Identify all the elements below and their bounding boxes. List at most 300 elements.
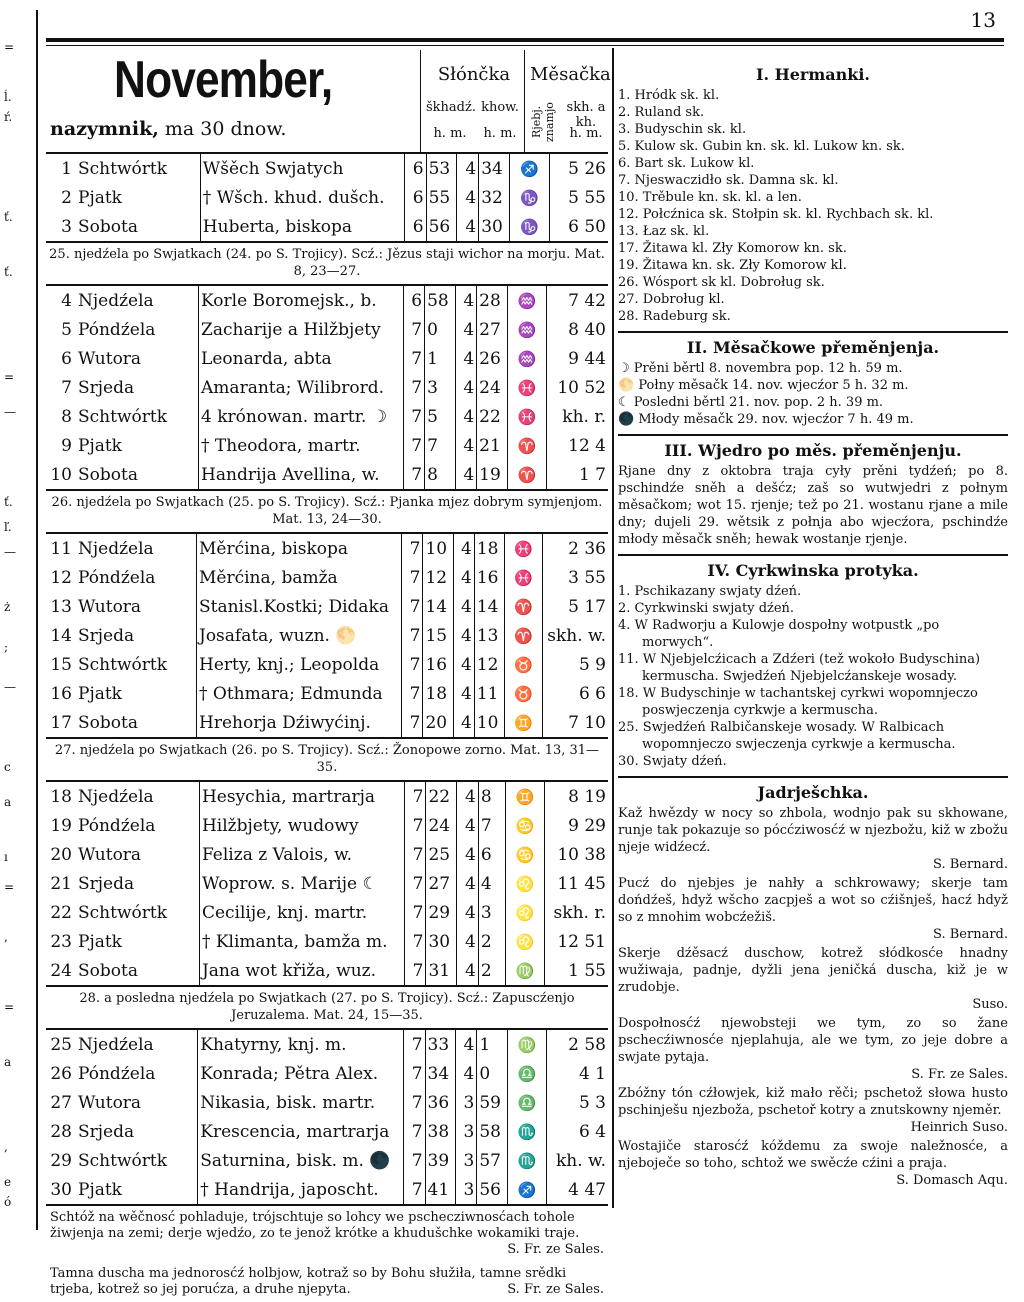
zodiac-sign: ♈ (507, 431, 546, 460)
moon-phase-item: 🌑 Młody měsačk 29. nov. wjecźor 7 h. 49 m. (618, 412, 914, 427)
day-name-cell (46, 212, 200, 242)
sunrise-hour: 7 (404, 869, 426, 898)
day-row (46, 1059, 608, 1088)
sunset-minute: 24 (477, 373, 508, 402)
saint-name: Měrćina, biskopa (197, 534, 402, 563)
saint-name: Krescencia, martrarja (198, 1117, 404, 1146)
sunset-minute: 2 (478, 956, 505, 986)
day-name-cell (46, 1117, 198, 1146)
moon-time: 10 38 (545, 840, 608, 869)
sunrise-hour: 7 (404, 1059, 425, 1088)
day-name-cell (46, 402, 199, 431)
weekday: Pjatk (78, 435, 122, 456)
day-name-cell (46, 840, 199, 869)
sunset-hour: 3 (456, 1088, 477, 1117)
sunrise-minute: 5 (425, 402, 456, 431)
day-row (46, 563, 608, 592)
saint-name: Hilžbjety, wudowy (199, 811, 404, 840)
weekday: Póndźela (78, 567, 156, 588)
moon-time: 1 55 (545, 956, 608, 986)
quote (46, 1206, 608, 1262)
saint-name: † Wšch. khud. dušch. (200, 183, 404, 212)
saying-text: Kaž hwězdy w nocy so zhbola, wodnjo pak su skhowane, runje tak pokazuje so pócćziwosćź w njezbožu, kiž w zbožu njeje widźecź. (618, 806, 1008, 855)
day-name-cell (46, 621, 197, 650)
day-name-cell (46, 1030, 198, 1059)
day-row (46, 286, 608, 315)
zodiac-sign: ♏ (507, 1117, 546, 1146)
saint-name: Jana wot křiža, wuz. (199, 956, 404, 986)
day-row (46, 621, 608, 650)
church-item: 4. W Radworju a Kulowje dospołny wotpustk „po morwych“. (618, 618, 940, 650)
sunrise-minute: 56 (426, 212, 457, 242)
moon-time: 4 47 (546, 1175, 608, 1205)
month-title: November, (114, 51, 333, 109)
day-name-cell (46, 344, 199, 373)
day-row (46, 1146, 608, 1175)
zodiac-sign: ♐ (507, 1175, 546, 1205)
sunrise-hour: 7 (403, 315, 424, 344)
calendar-body (46, 154, 608, 1206)
saint-name: Herty, knj.; Leopolda (197, 650, 402, 679)
church-calendar-title: IV. Cyrkwinska protyka. (707, 561, 919, 580)
sunrise-minute: 30 (426, 927, 457, 956)
zodiac-sign: ♋ (505, 840, 545, 869)
zodiac-sign: ♉ (505, 679, 543, 708)
moon-time: 6 6 (543, 679, 608, 708)
sunset-minute: 1 (477, 1030, 507, 1059)
saint-name: Měrćina, bamža (197, 563, 402, 592)
sunrise-hour: 7 (404, 956, 426, 986)
saying-signature: S. Bernard. (933, 857, 1008, 872)
moon-unit: h. m. (569, 126, 603, 141)
weekday: Wutora (78, 596, 142, 617)
sunrise-hour: 7 (404, 898, 426, 927)
sunset-hour: 4 (457, 782, 479, 811)
sunset-minute: 16 (474, 563, 504, 592)
market-item: 10. Trěbule kn. sk. kl. a len. (618, 190, 802, 205)
sunrise-minute: 58 (425, 286, 456, 315)
sunset-hour: 4 (453, 679, 474, 708)
day-number: 29 (50, 1150, 72, 1171)
market-item: 6. Bart sk. Lukow kl. (618, 156, 755, 171)
zodiac-sign: ♌ (505, 927, 545, 956)
moon-time: 12 4 (547, 431, 608, 460)
sunrise-minute: 25 (426, 840, 457, 869)
church-item: 2. Cyrkwinski swjaty dźeń. (618, 601, 795, 616)
day-number: 17 (50, 712, 72, 733)
saying-signature: S. Fr. ze Sales. (911, 1067, 1008, 1082)
sunset-minute: 13 (474, 621, 504, 650)
sunset-hour: 4 (453, 621, 474, 650)
sun-set-unit: h. m. (483, 126, 517, 141)
weekday: Póndźela (78, 1063, 156, 1084)
sunrise-minute: 10 (423, 534, 453, 563)
saint-name: 4 krónowan. martr. ☽ (199, 402, 404, 431)
sun-set-header: khow. (481, 100, 519, 115)
sunrise-hour: 6 (404, 154, 426, 183)
sunrise-hour: 7 (402, 708, 423, 738)
day-number: 22 (50, 902, 72, 923)
day-table (46, 154, 608, 243)
day-number: 3 (61, 216, 72, 237)
zodiac-sign: ♑ (509, 183, 549, 212)
day-name-cell (46, 898, 199, 927)
sunset-minute: 0 (477, 1059, 507, 1088)
zodiac-sign: ♓ (505, 534, 543, 563)
sun-col-divider (420, 50, 421, 152)
day-row (46, 1030, 608, 1059)
sunrise-minute: 14 (423, 592, 453, 621)
day-name-cell (46, 927, 199, 956)
day-number: 6 (61, 348, 72, 369)
day-row (46, 956, 608, 986)
day-number: 20 (50, 844, 72, 865)
saint-name: Huberta, biskopa (200, 212, 404, 242)
day-name-cell (46, 373, 199, 402)
sunrise-hour: 7 (404, 1117, 425, 1146)
weekday: Sobota (78, 216, 138, 237)
weather-title: III. Wjedro po měs. přeměnjenju. (664, 441, 962, 460)
weekday: Srjeda (78, 377, 135, 398)
sunrise-minute: 15 (423, 621, 453, 650)
zodiac-header: Rjebj. znamjo (530, 102, 556, 142)
sunset-hour: 4 (455, 286, 476, 315)
day-row (46, 811, 608, 840)
moon-time: 11 45 (545, 869, 608, 898)
church-item: 25. Swjedźeń Ralbičanskeje wosady. W Ralbicach wopomnjeczo swjeczenja cyrkwje a kermuscha. (618, 720, 956, 752)
weekday: Schtwórtk (78, 902, 167, 923)
sunset-minute: 56 (477, 1175, 507, 1205)
sunrise-hour: 7 (403, 460, 424, 490)
sunrise-hour: 7 (404, 1030, 425, 1059)
moon-time: 5 3 (546, 1088, 608, 1117)
sunset-minute: 11 (474, 679, 504, 708)
sunset-hour: 4 (457, 212, 479, 242)
sunset-minute: 19 (477, 460, 508, 490)
saint-name: Nikasia, bisk. martr. (198, 1088, 404, 1117)
sunrise-minute: 18 (423, 679, 453, 708)
day-number: 16 (50, 683, 72, 704)
sunrise-hour: 7 (404, 1088, 425, 1117)
moon-time: 8 19 (545, 782, 608, 811)
day-number: 5 (61, 319, 72, 340)
sunrise-hour: 7 (403, 431, 424, 460)
sunrise-minute: 22 (426, 782, 457, 811)
sunset-minute: 10 (474, 708, 504, 738)
sunrise-minute: 31 (426, 956, 457, 986)
moon-time: 6 50 (550, 212, 608, 242)
markets-title: I. Hermanki. (755, 65, 870, 84)
day-number: 26 (50, 1063, 72, 1084)
sunset-minute: 27 (477, 315, 508, 344)
sunset-hour: 4 (457, 183, 479, 212)
day-table (46, 286, 608, 491)
moon-time: 2 36 (543, 534, 608, 563)
zodiac-sign: ♒ (507, 344, 546, 373)
sunrise-minute: 41 (425, 1175, 455, 1205)
sunrise-minute: 1 (425, 344, 456, 373)
sunset-hour: 4 (457, 927, 479, 956)
quote-text: Schtóž na wěčnosć pohladuje, trójschtuje so lohcy we pschecziwnosćach tohole žiwjenja na zemi; derje wjedźo, zo te jenož krótke a khudušchke wokamiki traje. (50, 1210, 580, 1241)
day-row (46, 1175, 608, 1205)
saying-signature: Heinrich Suso. (910, 1120, 1008, 1135)
weekday: Srjeda (78, 1121, 135, 1142)
sunset-hour: 4 (453, 534, 474, 563)
day-name-cell (46, 956, 199, 986)
church-item: 11. W Njebjelcźicach a Zdźeri (tež wokoło Budyschina) kermuscha. Swjedźeń Njebjelcźanskeje wosady. (618, 652, 981, 684)
day-row (46, 927, 608, 956)
market-item: 28. Radeburg sk. (618, 309, 731, 324)
day-row (46, 869, 608, 898)
sunrise-minute: 27 (426, 869, 457, 898)
market-item: 5. Kulow sk. Gubin kn. sk. kl. Lukow kn. sk. (618, 139, 905, 154)
sun-header: Słónčka (437, 64, 511, 85)
weekday: Njedźela (78, 786, 154, 807)
sunrise-hour: 7 (403, 402, 424, 431)
sunset-hour: 4 (456, 1030, 477, 1059)
sunset-minute: 21 (477, 431, 508, 460)
weekday: Srjeda (78, 873, 135, 894)
day-name-cell (46, 679, 197, 708)
saying-text: Pucź do njebjes je nahły a schkrowawy; skerje tam dońdźeš, hdyž wšcho zacpješ a wot so cźišnješ, hacź hdyž so z mnohim wobcźežiš. (618, 876, 1008, 925)
day-row (46, 212, 608, 242)
day-number: 18 (50, 786, 72, 807)
saint-name: † Theodora, martr. (199, 431, 404, 460)
day-name-cell (46, 315, 199, 344)
info-column (618, 60, 1008, 1191)
sunset-hour: 4 (453, 592, 474, 621)
sunrise-minute: 36 (425, 1088, 455, 1117)
moon-time: 4 1 (546, 1059, 608, 1088)
sunrise-minute: 16 (423, 650, 453, 679)
zodiac-sign: ♒ (507, 315, 546, 344)
day-name-cell (46, 183, 200, 212)
sunrise-minute: 53 (426, 154, 457, 183)
sunrise-hour: 7 (404, 782, 426, 811)
day-name-cell (46, 1059, 198, 1088)
moon-time: 9 29 (545, 811, 608, 840)
sunset-hour: 4 (455, 373, 476, 402)
day-name-cell (46, 431, 199, 460)
moon-time: 10 52 (547, 373, 608, 402)
saint-name: Zacharije a Hilžbjety (199, 315, 404, 344)
day-name-cell (46, 782, 199, 811)
calendar-quotes (46, 1206, 608, 1302)
day-row (46, 1088, 608, 1117)
sunset-hour: 4 (455, 431, 476, 460)
day-row (46, 402, 608, 431)
weekday: Schtwórtk (78, 158, 167, 179)
zodiac-sign: ♐ (509, 154, 549, 183)
sunset-hour: 3 (456, 1146, 477, 1175)
left-rule (36, 10, 38, 1230)
day-number: 21 (50, 873, 72, 894)
day-row (46, 650, 608, 679)
divider (618, 776, 1008, 778)
sunset-hour: 4 (457, 898, 479, 927)
saint-name: Konrada; Pětra Alex. (198, 1059, 404, 1088)
zodiac-sign: ♊ (505, 782, 545, 811)
saint-name: Feliza z Valois, w. (199, 840, 404, 869)
zodiac-sign: ♊ (505, 708, 543, 738)
market-item: 2. Ruland sk. (618, 105, 705, 120)
day-name-cell (46, 154, 200, 183)
sunrise-minute: 8 (425, 460, 456, 490)
sunrise-hour: 7 (404, 811, 426, 840)
saying-text: Skerje dźěsacź duschow, kotrež słódkosće hnadny wužiwaja, padnje, dyžli jena jeničká duscha, kiž je w zrudobje. (618, 946, 1008, 995)
sunday-note: 25. njedźela po Swjatkach (24. po S. Trojicy). Scź.: Jězus staji wichor na morju. Mat. 8, 23—27. (46, 243, 608, 286)
sunrise-minute: 7 (425, 431, 456, 460)
zodiac-sign: ♓ (505, 563, 543, 592)
day-row (46, 373, 608, 402)
day-row (46, 898, 608, 927)
sayings-title: Jadrješchka. (757, 783, 869, 802)
moon-col-divider (524, 50, 525, 152)
weekday: Wutora (78, 348, 142, 369)
saint-name: Woprow. s. Marije ☾ (199, 869, 404, 898)
sunset-minute: 4 (478, 869, 505, 898)
sunset-minute: 6 (478, 840, 505, 869)
sunset-minute: 34 (479, 154, 510, 183)
sunrise-hour: 6 (404, 183, 426, 212)
saint-name: † Handrija, japoscht. (198, 1175, 404, 1205)
saint-name: † Klimanta, bamža m. (199, 927, 404, 956)
sunset-minute: 12 (474, 650, 504, 679)
market-item: 19. Žitawa kn. sk. Zły Komorow kl. (618, 258, 847, 273)
moon-time: 9 44 (547, 344, 608, 373)
day-name-cell (46, 460, 199, 490)
weekday: Sobota (78, 960, 138, 981)
sunrise-minute: 3 (425, 373, 456, 402)
saint-name: Cecilije, knj. martr. (199, 898, 404, 927)
sunset-hour: 4 (457, 869, 479, 898)
sunset-hour: 4 (453, 650, 474, 679)
quote (46, 1262, 608, 1302)
saying-signature: S. Bernard. (933, 927, 1008, 942)
sunrise-minute: 55 (426, 183, 457, 212)
weekday: Pjatk (78, 931, 122, 952)
day-name-cell (46, 534, 197, 563)
saint-name: Amaranta; Wilibrord. (199, 373, 404, 402)
saint-name: Khatyrny, knj. m. (198, 1030, 404, 1059)
day-name-cell (46, 563, 197, 592)
day-number: 30 (50, 1179, 72, 1200)
sunset-minute: 59 (477, 1088, 507, 1117)
weekday: Schtwórtk (78, 1150, 167, 1171)
sunrise-hour: 7 (402, 650, 423, 679)
moon-sub-header: skh. a kh. (566, 100, 606, 130)
sunday-note: 27. njedźela po Swjatkach (26. po S. Trojicy). Scź.: Žonopowe zorno. Mat. 13, 31—35. (46, 739, 608, 782)
saint-name: Stanisl.Kostki; Didaka (197, 592, 402, 621)
saint-name: Hrehorja Dźiwyćinj. (197, 708, 402, 738)
zodiac-sign: ♋ (505, 811, 545, 840)
sunset-minute: 26 (477, 344, 508, 373)
moon-time: 1 7 (547, 460, 608, 490)
sunset-hour: 4 (455, 315, 476, 344)
sunset-minute: 57 (477, 1146, 507, 1175)
saint-name: Saturnina, bisk. m. 🌑 (198, 1146, 404, 1175)
sunset-hour: 4 (453, 708, 474, 738)
sun-rise-unit: h. m. (433, 126, 467, 141)
sunrise-hour: 7 (402, 534, 423, 563)
sunset-minute: 58 (477, 1117, 507, 1146)
zodiac-sign: ♉ (505, 650, 543, 679)
moon-time: kh. w. (546, 1146, 608, 1175)
market-item: 3. Budyschin sk. kl. (618, 122, 747, 137)
day-number: 24 (50, 960, 72, 981)
market-item: 13. Łaz sk. kl. (618, 224, 710, 239)
market-item: 1. Hródk sk. kl. (618, 88, 720, 103)
sunset-hour: 3 (456, 1175, 477, 1205)
zodiac-sign: ♏ (507, 1146, 546, 1175)
day-name-cell (46, 869, 199, 898)
day-row (46, 431, 608, 460)
sunset-minute: 30 (479, 212, 510, 242)
zodiac-sign: ♌ (505, 898, 545, 927)
moon-time: 6 4 (546, 1117, 608, 1146)
day-number: 9 (61, 435, 72, 456)
church-calendar-list (618, 583, 1008, 770)
day-row (46, 344, 608, 373)
saying-text: Dospołnosćź njewobsteji we tym, zo so žane pschecźiwnosće njeplahuja, ale we tym, zo jeje dobre a swjate pytaja. (618, 1016, 1008, 1065)
weekday: Schtwórtk (78, 654, 167, 675)
sunrise-hour: 7 (403, 373, 424, 402)
market-item: 17. Žitawa kl. Zły Komorow kn. sk. (618, 241, 847, 256)
zodiac-sign: ♒ (507, 286, 546, 315)
sunrise-hour: 7 (403, 344, 424, 373)
day-name-cell (46, 650, 197, 679)
saying-text: Wostajiče starosćź kóždemu za swoje naležnosće, a njeboječe so toho, schtož we swěcźe cźini a praja. (618, 1139, 1008, 1171)
day-number: 8 (61, 406, 72, 427)
zodiac-sign: ♍ (507, 1030, 546, 1059)
sunset-minute: 3 (478, 898, 505, 927)
weekday: Pjatk (78, 187, 122, 208)
margin-marks: = ĺ. ŕ. ť. ť. = — ť. ľ. — ż ; — c a ı = , = a , e ó (4, 40, 16, 1209)
moon-time: 8 40 (547, 315, 608, 344)
day-number: 28 (50, 1121, 72, 1142)
market-item: 7. Njeswaczidło sk. Damna sk. kl. (618, 173, 839, 188)
day-row (46, 183, 608, 212)
market-item: 12. Połcźnica sk. Stołpin sk. kl. Rychbach sk. kl. (618, 207, 934, 222)
zodiac-sign: ♎ (507, 1088, 546, 1117)
saint-name: Wšěch Swjatych (200, 154, 404, 183)
sayings-list (618, 805, 1008, 1189)
zodiac-sign: ♓ (507, 373, 546, 402)
day-table (46, 1030, 608, 1206)
moon-phase-item: 🌕 Połny měsačk 14. nov. wjecźor 5 h. 32 m. (618, 378, 909, 393)
sunrise-minute: 0 (425, 315, 456, 344)
sunrise-hour: 6 (404, 212, 426, 242)
weather-text: Rjane dny z oktobra traja cyły prěni tydźeń; po 8. pschindźe sněh a dešćz; zaš so wutwjedri z połnym měsačkom; wot 15. rjenje; tež po 21. wostanu rjane a mile dny; dujeli 29. wětsik z połnja abo wjecźora, pschindźe młody měsačk sněh; hewak wostanje rjenje. (618, 464, 1008, 547)
sunrise-minute: 39 (425, 1146, 455, 1175)
divider (618, 554, 1008, 556)
moon-time: 5 26 (550, 154, 608, 183)
sunday-note: 26. njedźela po Swjatkach (25. po S. Trojicy). Scź.: Pjanka mjez dobrym symjenjom. Mat. 13, 24—30. (46, 491, 608, 534)
zodiac-sign: ♓ (507, 402, 546, 431)
moon-phase-item: ☾ Posledni běrtl 21. nov. pop. 2 h. 39 m. (618, 395, 884, 410)
moon-time: 3 55 (543, 563, 608, 592)
weekday: Njedźela (78, 290, 154, 311)
page-number: 13 (970, 8, 996, 32)
sunrise-minute: 34 (425, 1059, 455, 1088)
day-row (46, 592, 608, 621)
saint-name: † Othmara; Edmunda (197, 679, 402, 708)
zodiac-sign: ♍ (505, 956, 545, 986)
day-number: 23 (50, 931, 72, 952)
weekday: Póndźela (78, 815, 156, 836)
sunrise-hour: 7 (404, 1175, 425, 1205)
sunset-hour: 4 (456, 1059, 477, 1088)
